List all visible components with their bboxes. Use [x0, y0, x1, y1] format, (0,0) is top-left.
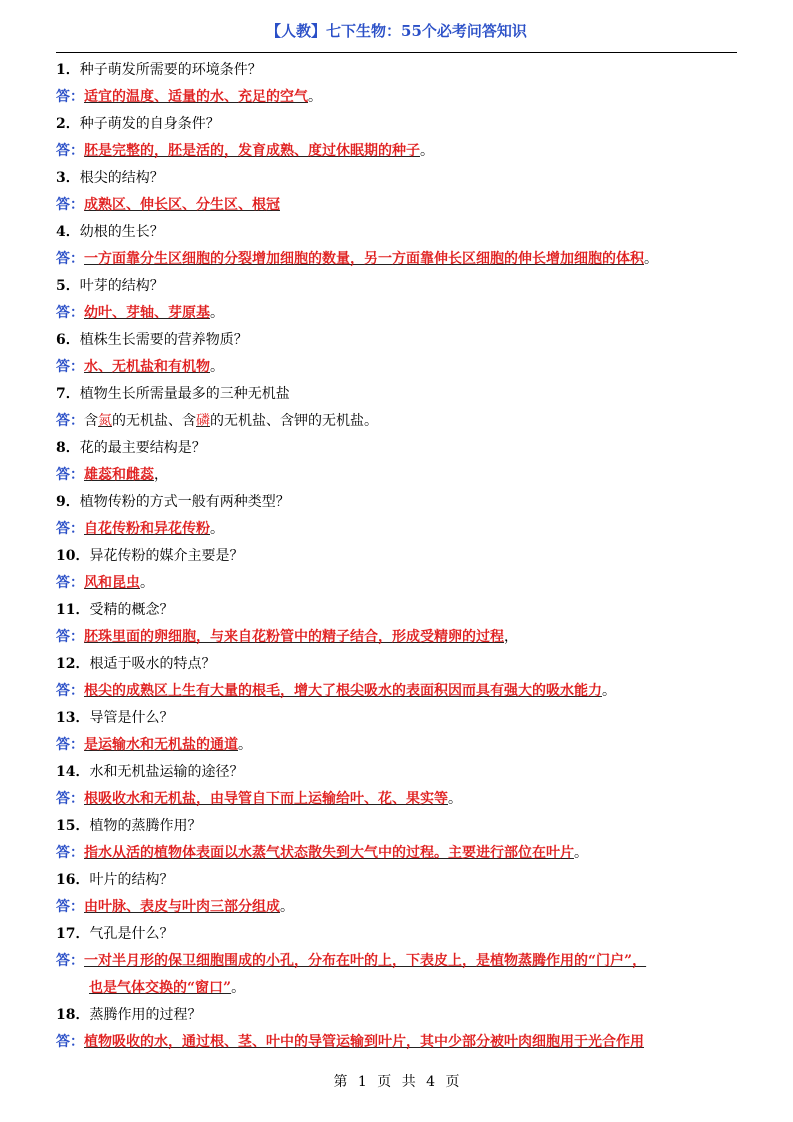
question-row [56, 1002, 746, 1029]
question-number: 3． [56, 170, 80, 186]
answer-text: 根尖的成熟区上生有大量的根毛，增大了根尖吸水的表面积因而具有强大的吸水能力 [84, 683, 602, 699]
answer-label: 答： [56, 359, 84, 375]
question-text: 根适于吸水的特点？ [89, 656, 216, 672]
answer-text: 幼叶、芽轴、芽原基 [84, 305, 210, 321]
answer-row [56, 246, 746, 273]
question-number: 1． [56, 62, 80, 78]
answer-label: 答： [56, 737, 84, 753]
question-text: 水和无机盐运输的途径？ [89, 764, 244, 780]
answer-label: 答： [56, 791, 84, 807]
answer-text: 。 [308, 89, 322, 105]
question-number: 18． [56, 1007, 90, 1023]
answer-text: 一对半月形的保卫细胞围成的小孔，分布在叶的上，下表皮上，是植物蒸腾作用的“门户”， [84, 953, 647, 969]
answer-continuation-row [56, 975, 746, 1002]
question-row [56, 165, 746, 192]
footer-page-word: 页 [377, 1074, 392, 1090]
answer-text: 。 [210, 521, 224, 537]
answer-text: 。 [574, 845, 588, 861]
question-number: 4． [56, 224, 80, 240]
answer-label: 答： [56, 953, 84, 969]
answer-row [56, 1029, 746, 1056]
answer-row [56, 516, 746, 543]
answer-row [56, 732, 746, 759]
answer-label: 答： [56, 575, 84, 591]
question-row [56, 813, 746, 840]
answer-text: 。 [644, 251, 658, 267]
question-text: 叶片的结构？ [89, 872, 174, 888]
answer-text: 胚是完整的，胚是活的，发育成熟、度过休眠期的种子 [84, 143, 420, 159]
answer-text: 也是气体交换的“窗口” [89, 980, 232, 996]
question-text: 叶芽的结构？ [79, 278, 164, 294]
question-row [56, 57, 746, 84]
question-text: 蒸腾作用的过程？ [89, 1007, 202, 1023]
question-number: 16． [56, 872, 90, 888]
question-number: 8． [56, 440, 80, 456]
question-number: 13． [56, 710, 90, 726]
answer-row [56, 570, 746, 597]
question-text: 植物传粉的方式一般有两种类型？ [79, 494, 290, 510]
answer-label: 答： [56, 629, 84, 645]
answer-text: 氮 [98, 413, 112, 429]
answer-text: 。 [210, 305, 224, 321]
question-row [56, 921, 746, 948]
question-text: 植株生长需要的营养物质？ [79, 332, 248, 348]
answer-text: 。 [140, 575, 154, 591]
answer-row [56, 300, 746, 327]
question-text: 花的最主要结构是？ [79, 440, 206, 456]
question-number: 7． [56, 386, 80, 402]
question-number: 11． [56, 602, 90, 618]
header-divider [56, 52, 737, 53]
question-row [56, 489, 746, 516]
answer-row [56, 408, 746, 435]
answer-text: 。 [420, 143, 434, 159]
answer-text: ， [154, 467, 168, 483]
question-number: 9． [56, 494, 80, 510]
question-row [56, 597, 746, 624]
footer-page-number: 1 [357, 1074, 367, 1090]
question-row [56, 111, 746, 138]
answer-text: 由叶脉、表皮与叶肉三部分组成 [84, 899, 280, 915]
answer-row [56, 840, 746, 867]
answer-text: 。 [280, 899, 294, 915]
footer-total-word: 共 [401, 1074, 416, 1090]
answer-text: 含 [84, 413, 98, 429]
answer-text: 一方面靠分生区细胞的分裂增加细胞的数量，另一方面靠伸长区细胞的伸长增加细胞的体积 [84, 251, 644, 267]
question-text: 植物的蒸腾作用？ [89, 818, 202, 834]
answer-text: 的无机盐、含 [112, 413, 196, 429]
answer-text: 指水从活的植物体表面以水蒸气状态散失到大气中的过程。主要进行部位在叶片 [84, 845, 574, 861]
answer-text: 水、无机盐和有机物 [84, 359, 210, 375]
answer-row [56, 462, 746, 489]
answer-text: 。 [210, 359, 224, 375]
answer-row [56, 138, 746, 165]
answer-label: 答： [56, 89, 84, 105]
answer-label: 答： [56, 1034, 84, 1050]
answer-text: 自花传粉和异花传粉 [84, 521, 210, 537]
answer-text: 根吸收水和无机盐，由导管自下而上运输给叶、花、果实等 [84, 791, 448, 807]
answer-row [56, 786, 746, 813]
answer-row [56, 678, 746, 705]
answer-label: 答： [56, 251, 84, 267]
answer-label: 答： [56, 413, 84, 429]
answer-text: 是运输水和无机盐的通道 [84, 737, 238, 753]
answer-text: 胚珠里面的卵细胞，与来自花粉管中的精子结合，形成受精卵的过程 [84, 629, 504, 645]
question-row [56, 651, 746, 678]
answer-text: 植物吸收的水，通过根、茎、叶中的导管运输到叶片，其中少部分被叶肉细胞用于光合作用 [84, 1034, 644, 1050]
answer-text: 成熟区、伸长区、分生区、根冠 [84, 197, 280, 213]
question-number: 6． [56, 332, 80, 348]
answer-text: 的无机盐、含钾的无机盐。 [210, 413, 378, 429]
answer-text: 风和昆虫 [84, 575, 140, 591]
answer-label: 答： [56, 683, 84, 699]
question-text: 受精的概念？ [89, 602, 174, 618]
question-text: 植物生长所需量最多的三种无机盐 [79, 386, 290, 402]
answer-row [56, 624, 746, 651]
question-text: 根尖的结构？ [79, 170, 164, 186]
answer-text: 。 [602, 683, 616, 699]
question-text: 异花传粉的媒介主要是？ [89, 548, 244, 564]
question-text: 种子萌发的自身条件？ [79, 116, 220, 132]
question-text: 幼根的生长？ [79, 224, 164, 240]
question-number: 12． [56, 656, 90, 672]
answer-label: 答： [56, 521, 84, 537]
question-row [56, 759, 746, 786]
answer-row [56, 948, 746, 975]
answer-text: 。 [238, 737, 252, 753]
question-text: 种子萌发所需要的环境条件？ [79, 62, 262, 78]
question-number: 14． [56, 764, 90, 780]
question-number: 5． [56, 278, 80, 294]
answer-text: 雄蕊和雌蕊 [84, 467, 154, 483]
answer-row [56, 354, 746, 381]
question-number: 15． [56, 818, 90, 834]
answer-label: 答： [56, 845, 84, 861]
footer-prefix: 第 [333, 1074, 348, 1090]
question-number: 17． [56, 926, 90, 942]
question-row [56, 219, 746, 246]
question-text: 气孔是什么？ [89, 926, 174, 942]
answer-row [56, 84, 746, 111]
question-row [56, 381, 746, 408]
question-row [56, 273, 746, 300]
answer-text: ， [504, 629, 518, 645]
answer-label: 答： [56, 467, 84, 483]
question-number: 2． [56, 116, 80, 132]
page-footer [0, 1072, 793, 1092]
footer-total-pages: 4 [426, 1074, 436, 1090]
answer-label: 答： [56, 899, 84, 915]
question-text: 导管是什么？ [89, 710, 174, 726]
question-row [56, 543, 746, 570]
question-row [56, 327, 746, 354]
question-row [56, 435, 746, 462]
answer-label: 答： [56, 143, 84, 159]
answer-text: 磷 [196, 413, 210, 429]
qa-list [56, 57, 746, 1056]
answer-label: 答： [56, 197, 84, 213]
footer-suffix: 页 [445, 1074, 460, 1090]
question-row [56, 705, 746, 732]
question-row [56, 867, 746, 894]
answer-row [56, 192, 746, 219]
question-number: 10． [56, 548, 90, 564]
answer-label: 答： [56, 305, 84, 321]
answer-text: 。 [231, 980, 246, 996]
document-title: 【人教】七下生物：55个必考问答知识 [266, 22, 527, 40]
answer-text: 。 [448, 791, 462, 807]
answer-text: 适宜的温度、适量的水、充足的空气 [84, 89, 308, 105]
answer-row [56, 894, 746, 921]
